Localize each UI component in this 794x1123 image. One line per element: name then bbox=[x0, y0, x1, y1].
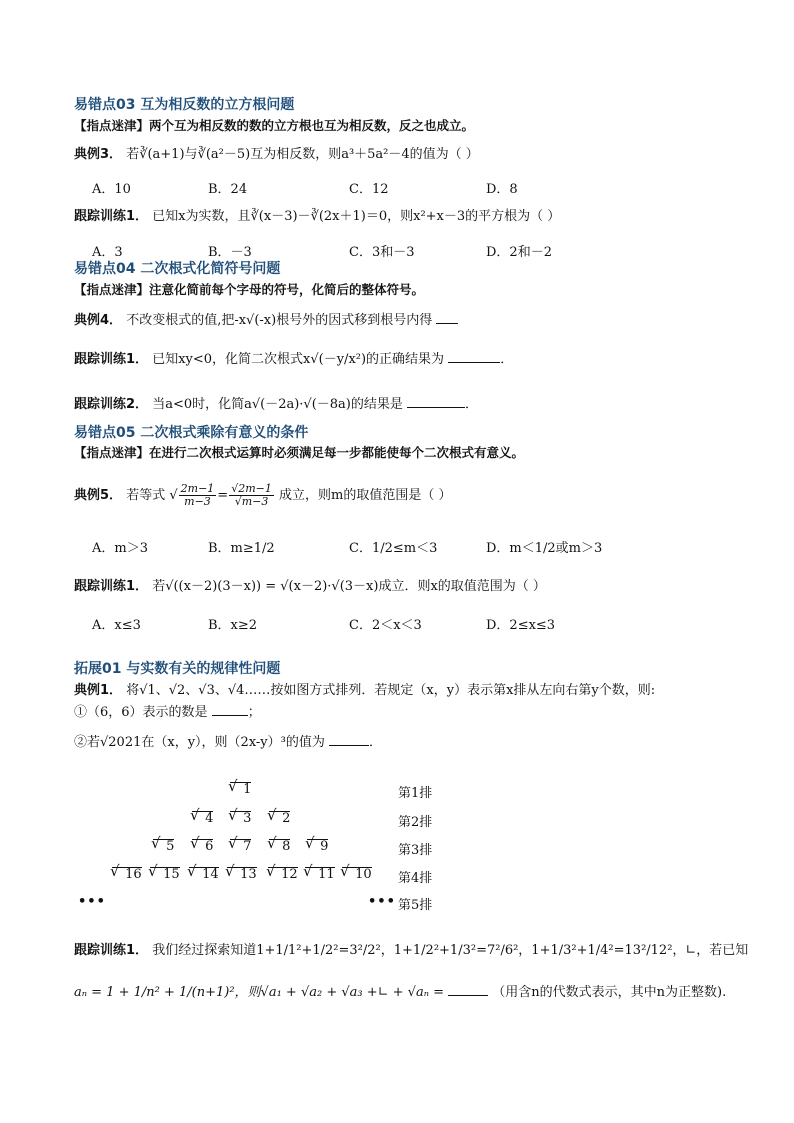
extension-question-2-blank[interactable] bbox=[329, 733, 369, 746]
example-5-label: 典例5． bbox=[74, 488, 123, 503]
section-05-tip: 【指点迷津】在进行二次根式运算时必须满足每一步都能使每个二次根式有意义。 bbox=[74, 445, 525, 460]
example-3-option-b: B．24 bbox=[208, 182, 248, 197]
example-4-label: 典例4． bbox=[74, 313, 123, 328]
example-3-label: 典例3． bbox=[74, 147, 123, 162]
extension-question-2-text: ②若√2021在（x，y），则（2x-y）³的值为 bbox=[74, 735, 325, 750]
section-04-title: 易错点04 二次根式化简符号问题 bbox=[74, 261, 281, 277]
practice-05-1-option-c: C．2＜x＜3 bbox=[349, 618, 422, 633]
example-3-option-d: D．8 bbox=[486, 182, 518, 197]
row-label-4: 第4排 bbox=[398, 871, 433, 886]
practice-05-1-option-d: D．2≤x≤3 bbox=[486, 618, 556, 633]
section-03-tip: 【指点迷津】两个互为相反数的数的立方根也互为相反数，反之也成立。 bbox=[74, 118, 475, 133]
practice-03-1-label: 跟踪训练1． bbox=[74, 209, 149, 224]
example-5-equation: √ $\frac{2m-1}{m-3}$ = $\frac{√2m-1}{√m-3}$ bbox=[169, 482, 272, 508]
triangle-cell: √ 14 bbox=[187, 867, 219, 882]
extension-practice-1-text-a: 我们经过探索知道1+1/1²+1/2²=3²/2²，1+1/2²+1/3²=7²/6²，1+1/3²+1/4²=13²/12²，∟，若已知 bbox=[152, 943, 749, 958]
example-3 bbox=[74, 146, 479, 164]
example-5-option-a: A．m＞3 bbox=[92, 541, 148, 556]
triangle-cell: √ 5 bbox=[151, 839, 174, 854]
section-05-title: 易错点05 二次根式乘除有意义的条件 bbox=[74, 425, 309, 441]
triangle-cell: √ 4 bbox=[190, 811, 213, 826]
triangle-cell: √ 2 bbox=[267, 811, 290, 826]
triangle-cell: √ 11 bbox=[303, 867, 335, 882]
practice-03-1-option-c: C．3和－3 bbox=[349, 245, 415, 260]
practice-03-1 bbox=[74, 208, 560, 226]
example-4-answer-blank[interactable] bbox=[436, 311, 458, 324]
practice-04-1-label: 跟踪训练1． bbox=[74, 352, 149, 367]
example-4-text: 不改变根式的值,把-x√(-x)根号外的因式移到根号内得 bbox=[126, 313, 433, 328]
triangle-cell: √ 8 bbox=[267, 839, 290, 854]
triangle-cell: √ 9 bbox=[305, 839, 328, 854]
row-label-1: 第1排 bbox=[398, 786, 433, 801]
extension-practice-1-text-b: aₙ = 1 + 1/n² + 1/(n+1)²，则√a₁ + √a₂ + √a₃ +∟ + √aₙ = bbox=[74, 985, 444, 1000]
practice-04-2-answer-blank[interactable] bbox=[407, 395, 465, 408]
example-5-option-c: C．1/2≤m＜3 bbox=[349, 541, 438, 556]
example-5-text-post: 成立，则m的取值范围是（ ） bbox=[279, 488, 452, 503]
triangle-cell: √ 15 bbox=[148, 867, 180, 882]
example-3-option-c: C．12 bbox=[349, 182, 389, 197]
practice-03-1-option-d: D．2和－2 bbox=[486, 245, 552, 260]
practice-05-1-option-a: A．x≤3 bbox=[92, 618, 141, 633]
extension-01-title: 拓展01 与实数有关的规律性问题 bbox=[74, 661, 281, 677]
practice-04-1-text: 已知xy<0，化简二次根式x√(－y/x²)的正确结果为 bbox=[152, 352, 445, 367]
section-03-title: 易错点03 互为相反数的立方根问题 bbox=[74, 97, 295, 113]
triangle-cell: √ 3 bbox=[228, 811, 251, 826]
practice-04-1: 跟踪训练1． 已知xy<0，化简二次根式x√(－y/x²)的正确结果为 ． bbox=[74, 352, 514, 367]
row-label-3: 第3排 bbox=[398, 843, 433, 858]
extension-practice-1-label: 跟踪训练1． bbox=[74, 943, 149, 958]
extension-example-1-label: 典例1． bbox=[74, 683, 123, 698]
example-5-option-b: B．m≥1/2 bbox=[208, 541, 275, 556]
extension-practice-1-blank[interactable] bbox=[448, 983, 488, 996]
triangle-cell: √ 12 bbox=[266, 867, 298, 882]
extension-practice-1 bbox=[74, 942, 748, 960]
practice-05-1-label: 跟踪训练1． bbox=[74, 579, 149, 594]
practice-03-1-text: 已知x为实数，且∛(x－3)－∛(2x＋1)＝0，则x²+x－3的平方根为（ ） bbox=[152, 209, 561, 224]
practice-04-2-text: 当a<0时，化简a√(－2a)·√(－8a)的结果是 bbox=[152, 397, 403, 412]
practice-04-2: 跟踪训练2． 当a<0时，化简a√(－2a)·√(－8a)的结果是 ． bbox=[74, 397, 479, 412]
extension-example-1 bbox=[74, 682, 655, 700]
row-label-2: 第2排 bbox=[398, 815, 433, 830]
continuation-dots-left: ••• bbox=[78, 894, 106, 909]
triangle-cell: √ 7 bbox=[228, 839, 251, 854]
practice-05-1-text: 若√((x－2)(3－x)) = √(x－2)·√(3－x)成立．则x的取值范围为（ ） bbox=[152, 579, 546, 594]
extension-question-2: ②若√2021在（x，y），则（2x-y）³的值为 ． bbox=[74, 735, 383, 750]
extension-practice-1-cont bbox=[74, 983, 726, 1002]
triangle-cell: √ 1 bbox=[228, 782, 251, 797]
practice-05-1 bbox=[74, 578, 546, 596]
triangle-cell: √ 13 bbox=[225, 867, 257, 882]
triangle-cell: √ 6 bbox=[190, 839, 213, 854]
example-5-option-d: D．m＜1/2或m＞3 bbox=[486, 541, 603, 556]
section-04-tip: 【指点迷津】注意化简前每个字母的符号，化简后的整体符号。 bbox=[74, 282, 425, 297]
triangle-cell: √ 10 bbox=[340, 867, 372, 882]
extension-question-1-blank[interactable] bbox=[212, 703, 248, 716]
example-5-text-pre: 若等式 bbox=[126, 488, 166, 503]
practice-04-2-label: 跟踪训练2． bbox=[74, 397, 149, 412]
extension-question-1-text: ①（6，6）表示的数是 bbox=[74, 705, 208, 720]
extension-question-1: ①（6，6）表示的数是 ； bbox=[74, 705, 261, 720]
row-label-5: 第5排 bbox=[398, 898, 433, 913]
example-4 bbox=[74, 311, 458, 330]
practice-04-1-answer-blank[interactable] bbox=[448, 350, 500, 363]
example-3-text: 若∛(a+1)与∛(a²－5)互为相反数，则a³＋5a²－4的值为（ ） bbox=[126, 147, 479, 162]
example-5 bbox=[74, 481, 451, 511]
extension-example-1-text: 将√1、√2、√3、√4……按如图方式排列．若规定（x，y）表示第x排从左向右第y个数，则: bbox=[126, 683, 656, 698]
practice-03-1-option-b: B．－3 bbox=[208, 245, 252, 260]
continuation-dots-right: ••• bbox=[368, 894, 396, 909]
extension-practice-1-text-c: （用含n的代数式表示，其中n为正整数). bbox=[492, 985, 727, 1000]
practice-05-1-option-b: B．x≥2 bbox=[208, 618, 258, 633]
example-3-option-a: A．10 bbox=[92, 182, 131, 197]
practice-03-1-option-a: A．3 bbox=[92, 245, 123, 260]
triangle-cell: √ 16 bbox=[110, 867, 142, 882]
